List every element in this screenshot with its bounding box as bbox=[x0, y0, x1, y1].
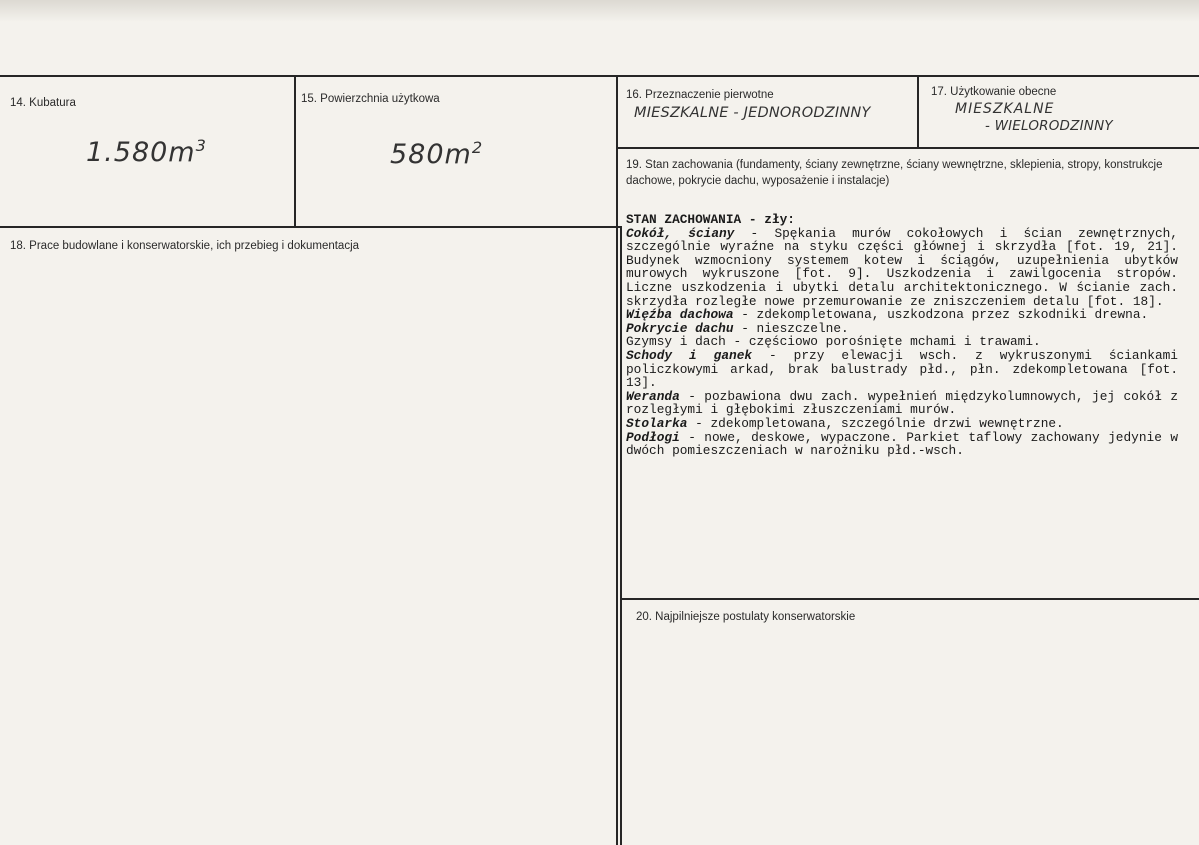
area-number: 580 bbox=[390, 139, 445, 170]
condition-paragraph: Pokrycie dachu - nieszczelne. bbox=[626, 320, 849, 336]
field-20-label: 20. Najpilniejsze postulaty konserwatorskie bbox=[636, 611, 856, 623]
area-unit: m bbox=[444, 139, 472, 170]
condition-paragraph: Stolarka - zdekompletowana, szczególnie drzwi wewnętrzne. bbox=[626, 415, 1064, 431]
condition-paragraph: Więźba dachowa - zdekompletowana, uszkodzona przez szkodniki drewna. bbox=[626, 307, 1149, 323]
condition-heading: STAN ZACHOWANIA - zły: bbox=[626, 212, 795, 227]
field-15-value bbox=[390, 138, 483, 170]
divider-19-20 bbox=[620, 598, 1199, 600]
field-16-value: MIESZKALNE - JEDNORODZINNY bbox=[634, 105, 871, 121]
field-16-label: 16. Przeznaczenie pierwotne bbox=[626, 89, 774, 101]
divider-14-15 bbox=[294, 75, 296, 228]
field-17-label: 17. Użytkowanie obecne bbox=[931, 86, 1057, 98]
divider-16-17 bbox=[917, 75, 919, 149]
field-14-value bbox=[86, 136, 207, 168]
field-15-label: 15. Powierzchnia użytkowa bbox=[301, 93, 440, 105]
divider-16-17-bottom bbox=[617, 147, 1199, 149]
cubature-exponent: 3 bbox=[195, 136, 207, 155]
field-17-value-line1: MIESZKALNE bbox=[955, 101, 1055, 117]
condition-paragraph: Gzymsy i dach - częściowo porośnięte mchami i trawami. bbox=[626, 334, 1041, 350]
condition-paragraph: Cokół, ściany - Spękania murów cokołowych i ścian zewnętrznych, szczególnie wyraźne na styku części głównej i skrzydła [fot. 19, 21]. Budynek wzmocniony systemem kotew i ściągów, uzupełnienia ubytków murowych wykruszone [fot. 9]. Uszkodzenia i zawilgocenia stropów. Liczne uszkodzenia i ubytki detalu architektonicznego. W ścianie zach. skrzydła rozległe nowe przemurowanie ze zniszczeniem detalu [fot. 18]. bbox=[626, 225, 1178, 309]
field-18-label: 18. Prace budowlane i konserwatorskie, ich przebieg i dokumentacja bbox=[10, 240, 360, 252]
field-14-label: 14. Kubatura bbox=[10, 97, 76, 109]
divider-main-inner bbox=[620, 226, 622, 845]
condition-typed-text bbox=[626, 213, 1178, 458]
field-17-value-line2: - WIELORODZINNY bbox=[985, 118, 1113, 134]
condition-paragraph: Weranda - pozbawiona dwu zach. wypełnień międzykolumnowych, jej cokół z rozległymi i głębokimi złuszczeniami murów. bbox=[626, 388, 1178, 418]
condition-paragraph: Schody i ganek - przy elewacji wsch. z wykruszonymi ściankami policzkowymi arkad, brak balustrady płd., płn. zdekompletowana [fot. 13]. bbox=[626, 347, 1178, 391]
divider-left-mid bbox=[0, 226, 620, 228]
area-exponent: 2 bbox=[471, 138, 484, 157]
divider-main bbox=[616, 75, 618, 845]
field-19-label: 19. Stan zachowania (fundamenty, ściany zewnętrzne, ściany wewnętrzne, sklepienia, stropy, konstrukcje dachowe, pokrycie dachu, wyposażenie i instalacje) bbox=[626, 159, 1163, 187]
card-top-edge bbox=[0, 0, 1199, 22]
cubature-unit: m bbox=[168, 137, 196, 168]
condition-paragraph: Podłogi - nowe, deskowe, wypaczone. Parkiet taflowy zachowany jedynie w dwóch pomieszczeniach w narożniku płd.-wsch. bbox=[626, 429, 1178, 459]
cubature-number: 1.580 bbox=[86, 137, 169, 168]
divider-top bbox=[0, 75, 1199, 77]
